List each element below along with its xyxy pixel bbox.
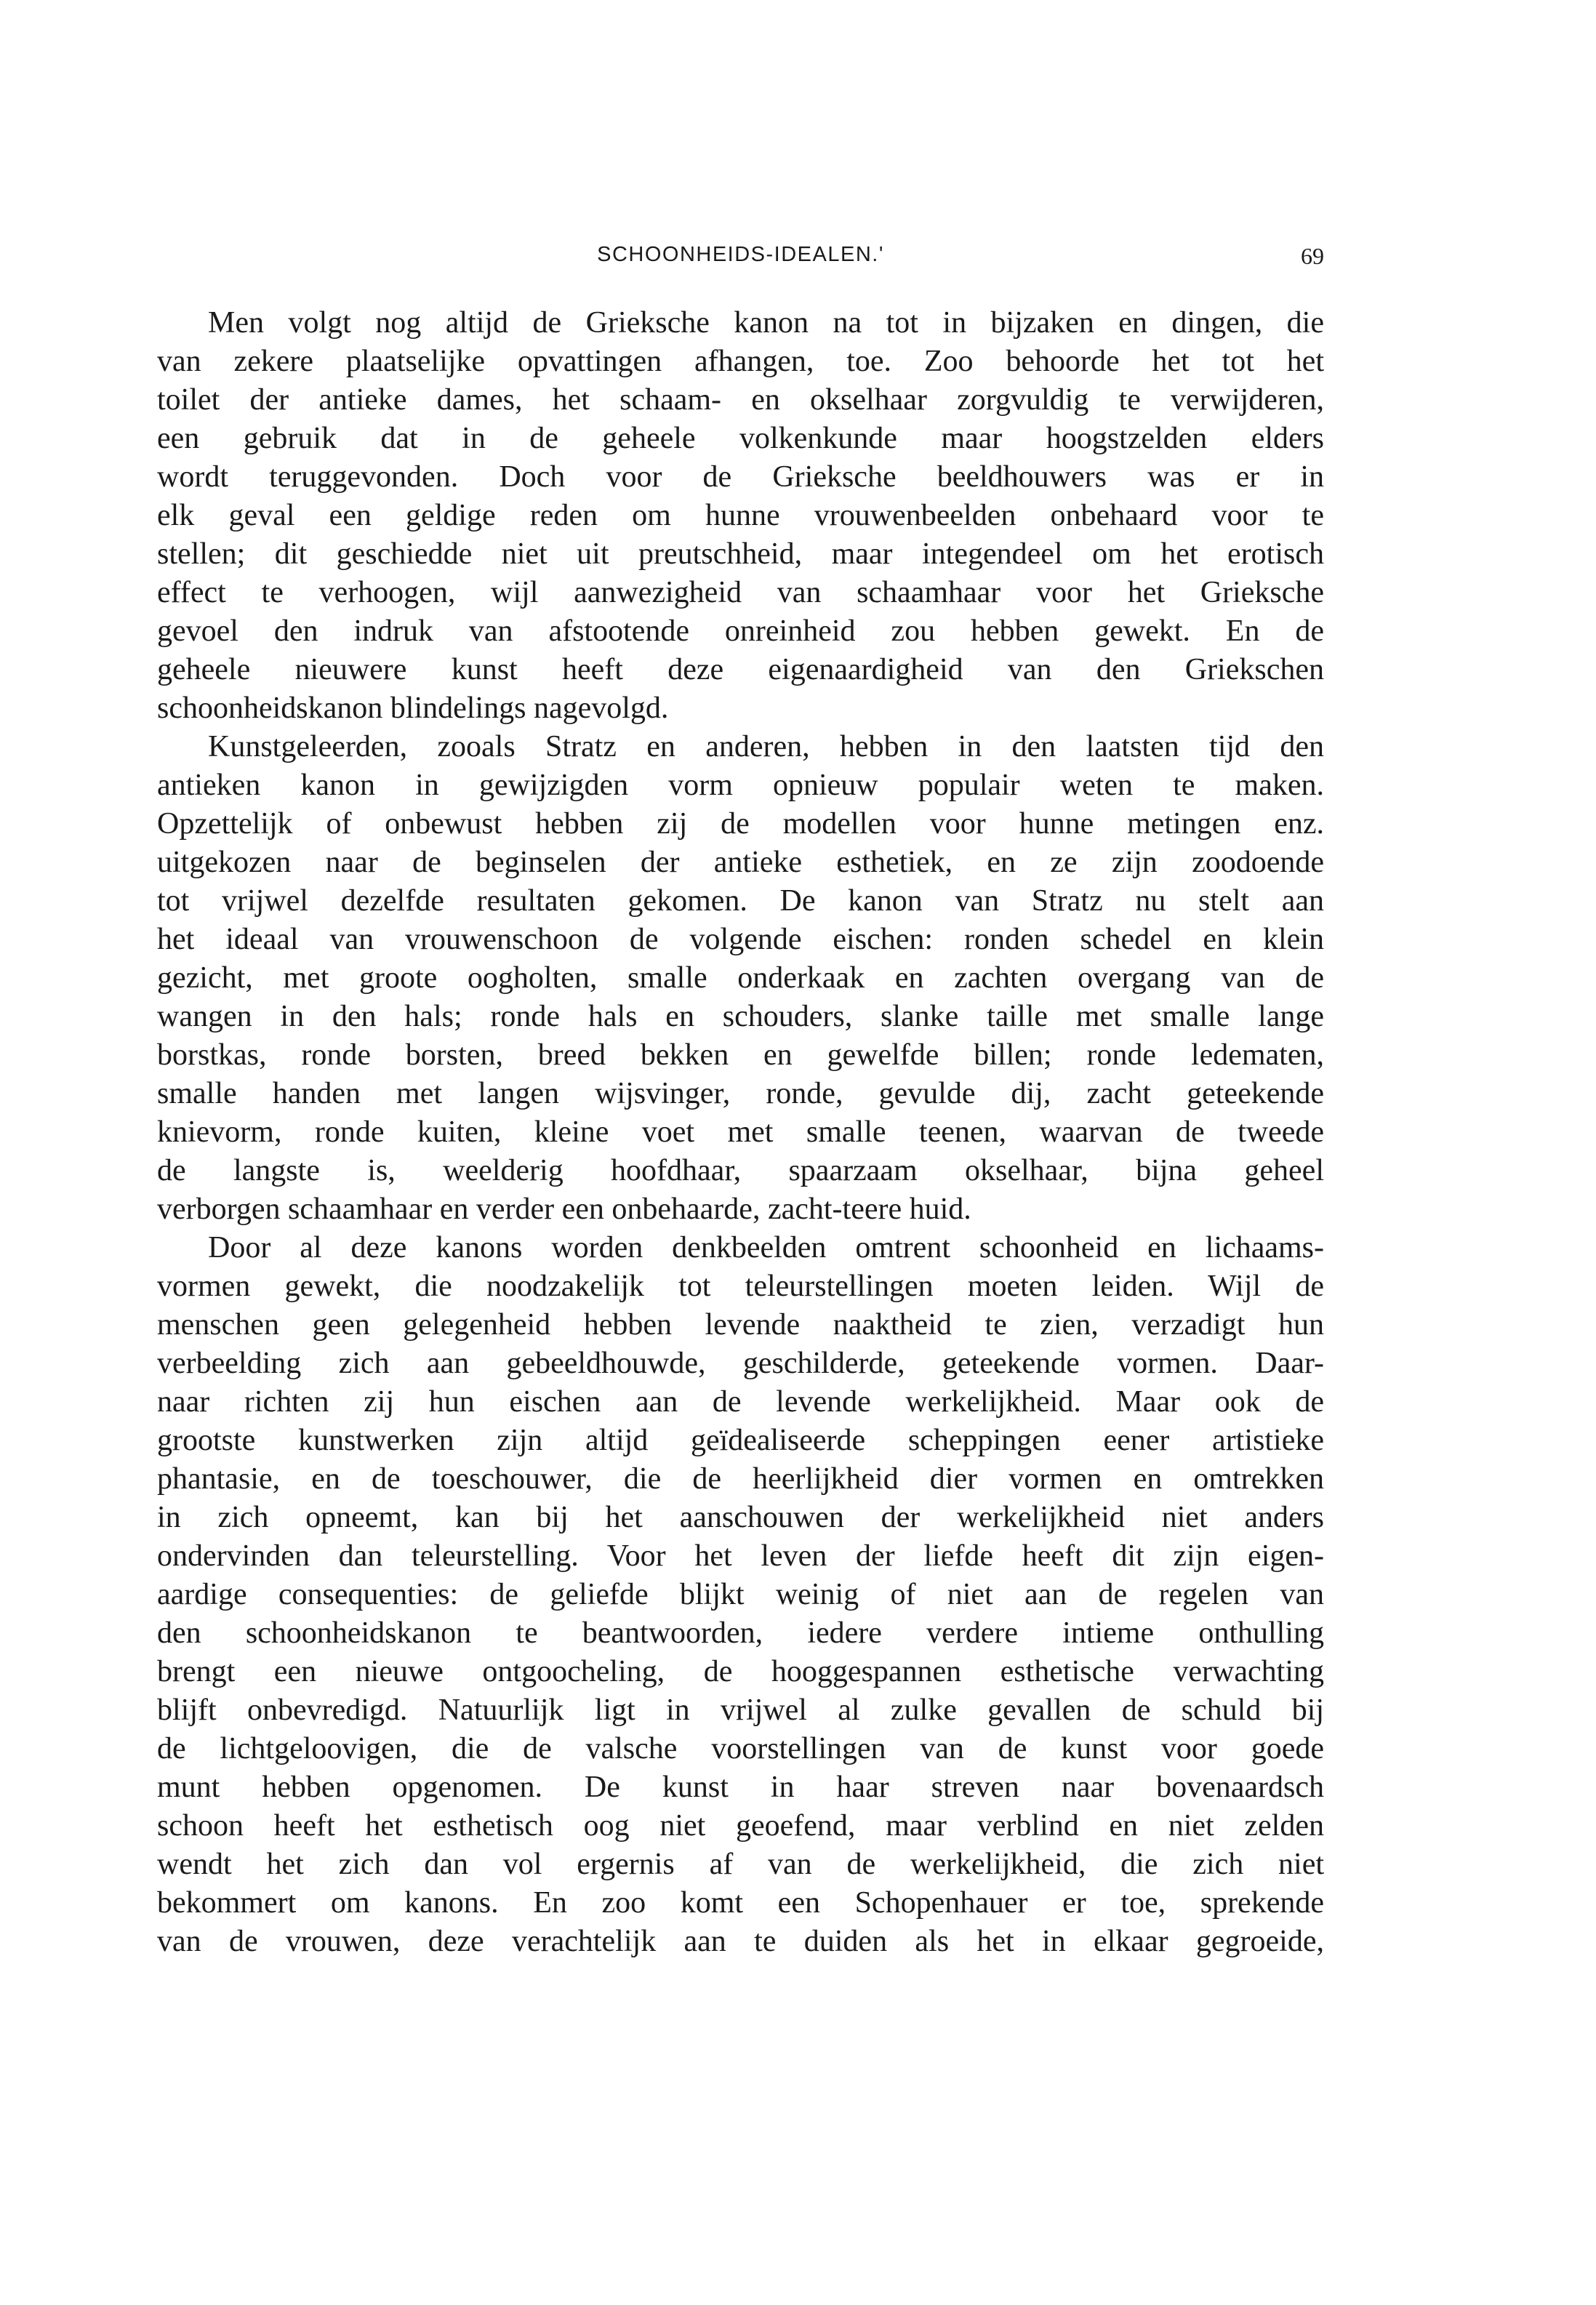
text-line: Opzettelijk of onbewust hebben zij de modellen voor hunne metingen enz. <box>157 807 1324 841</box>
text-line: een gebruik dat in de geheele volkenkunde maar hoogstzelden elders <box>157 422 1324 455</box>
text-line: antieken kanon in gewijzigden vorm opnieuw populair weten te maken. <box>157 769 1324 802</box>
text-line: schoon heeft het esthetisch oog niet geoefend, maar verblind en niet zelden <box>157 1809 1324 1843</box>
page-header <box>157 243 1324 286</box>
text-line: smalle handen met langen wijsvinger, ronde, gevulde dij, zacht geteekende <box>157 1077 1324 1110</box>
text-line: aardige consequenties: de geliefde blijkt weinig of niet aan de regelen van <box>157 1578 1324 1611</box>
text-line: blijft onbevredigd. Natuurlijk ligt in vrijwel al zulke gevallen de schuld bij <box>157 1693 1324 1727</box>
text-line: in zich opneemt, kan bij het aanschouwen der werkelijkheid niet anders <box>157 1501 1324 1534</box>
text-line: grootste kunstwerken zijn altijd geïdealiseerde scheppingen eener artistieke <box>157 1424 1324 1457</box>
text-line: uitgekozen naar de beginselen der antieke esthetiek, en ze zijn zoodoende <box>157 846 1324 879</box>
text-line: de langste is, weelderig hoofdhaar, spaarzaam okselhaar, bijna geheel <box>157 1154 1324 1187</box>
text-line: bekommert om kanons. En zoo komt een Schopenhauer er toe, sprekende <box>157 1886 1324 1920</box>
text-line: de lichtgeloovigen, die de valsche voorstellingen van de kunst voor goede <box>157 1732 1324 1765</box>
text-line: verborgen schaamhaar en verder een onbehaarde, zacht-teere huid. <box>157 1192 971 1226</box>
text-line: stellen; dit geschiedde niet uit preutschheid, maar integendeel om het erotisch <box>157 537 1324 571</box>
text-line: verbeelding zich aan gebeeldhouwde, geschilderde, geteekende vormen. Daar- <box>157 1347 1324 1380</box>
paragraph-3 <box>157 1229 1324 1961</box>
page-number: 69 <box>1301 243 1324 269</box>
text-line: den schoonheidskanon te beantwoorden, iedere verdere intieme onthulling <box>157 1616 1324 1650</box>
paragraph-2 <box>157 728 1324 1229</box>
text-line: schoonheidskanon blindelings nagevolgd. <box>157 692 669 725</box>
text-line: naar richten zij hun eischen aan de levende werkelijkheid. Maar ook de <box>157 1385 1324 1419</box>
text-line: vormen gewekt, die noodzakelijk tot teleurstellingen moeten leiden. Wijl de <box>157 1270 1324 1303</box>
text-line: wangen in den hals; ronde hals en schouders, slanke taille met smalle lange <box>157 1000 1324 1033</box>
text-line: gevoel den indruk van afstootende onreinheid zou hebben gewekt. En de <box>157 614 1324 648</box>
text-line: van zekere plaatselijke opvattingen afhangen, toe. Zoo behoorde het tot het <box>157 345 1324 378</box>
text-line: menschen geen gelegenheid hebben levende naaktheid te zien, verzadigt hun <box>157 1308 1324 1342</box>
text-line: munt hebben opgenomen. De kunst in haar streven naar bovenaardsch <box>157 1771 1324 1804</box>
text-line: effect te verhoogen, wijl aanwezigheid van schaamhaar voor het Grieksche <box>157 576 1324 609</box>
text-line: phantasie, en de toeschouwer, die de heerlijkheid dier vormen en omtrekken <box>157 1462 1324 1496</box>
text-line: tot vrijwel dezelfde resultaten gekomen. De kanon van Stratz nu stelt aan <box>157 884 1324 918</box>
text-line: wendt het zich dan vol ergernis af van de werkelijkheid, die zich niet <box>157 1848 1324 1881</box>
paragraph-1 <box>157 304 1324 728</box>
text-line: van de vrouwen, deze verachtelijk aan te duiden als het in elkaar gegroeide, <box>157 1925 1324 1958</box>
text-line: knievorm, ronde kuiten, kleine voet met smalle teenen, waarvan de tweede <box>157 1115 1324 1149</box>
text-line: geheele nieuwere kunst heeft deze eigenaardigheid van den Griekschen <box>157 653 1324 686</box>
text-line: ondervinden dan teleurstelling. Voor het leven der liefde heeft dit zijn eigen- <box>157 1539 1324 1573</box>
text-line: brengt een nieuwe ontgoocheling, de hooggespannen esthetische verwachting <box>157 1655 1324 1688</box>
text-line: Men volgt nog altijd de Grieksche kanon na tot in bijzaken en dingen, die <box>208 306 1324 340</box>
text-line: het ideaal van vrouwenschoon de volgende eischen: ronden schedel en klein <box>157 923 1324 956</box>
running-title: SCHOONHEIDS-IDEALEN.' <box>597 243 884 266</box>
text-line: gezicht, met groote oogholten, smalle onderkaak en zachten overgang van de <box>157 961 1324 995</box>
body-text <box>157 304 1324 1961</box>
text-line: toilet der antieke dames, het schaam- en okselhaar zorgvuldig te verwijderen, <box>157 383 1324 417</box>
text-line: Door al deze kanons worden denkbeelden omtrent schoonheid en lichaams- <box>208 1231 1324 1264</box>
text-line: borstkas, ronde borsten, breed bekken en gewelfde billen; ronde ledematen, <box>157 1038 1324 1072</box>
text-line: wordt teruggevonden. Doch voor de Grieksche beeldhouwers was er in <box>157 460 1324 494</box>
text-line: Kunstgeleerden, zooals Stratz en anderen, hebben in den laatsten tijd den <box>208 730 1324 763</box>
text-line: elk geval een geldige reden om hunne vrouwenbeelden onbehaard voor te <box>157 499 1324 532</box>
